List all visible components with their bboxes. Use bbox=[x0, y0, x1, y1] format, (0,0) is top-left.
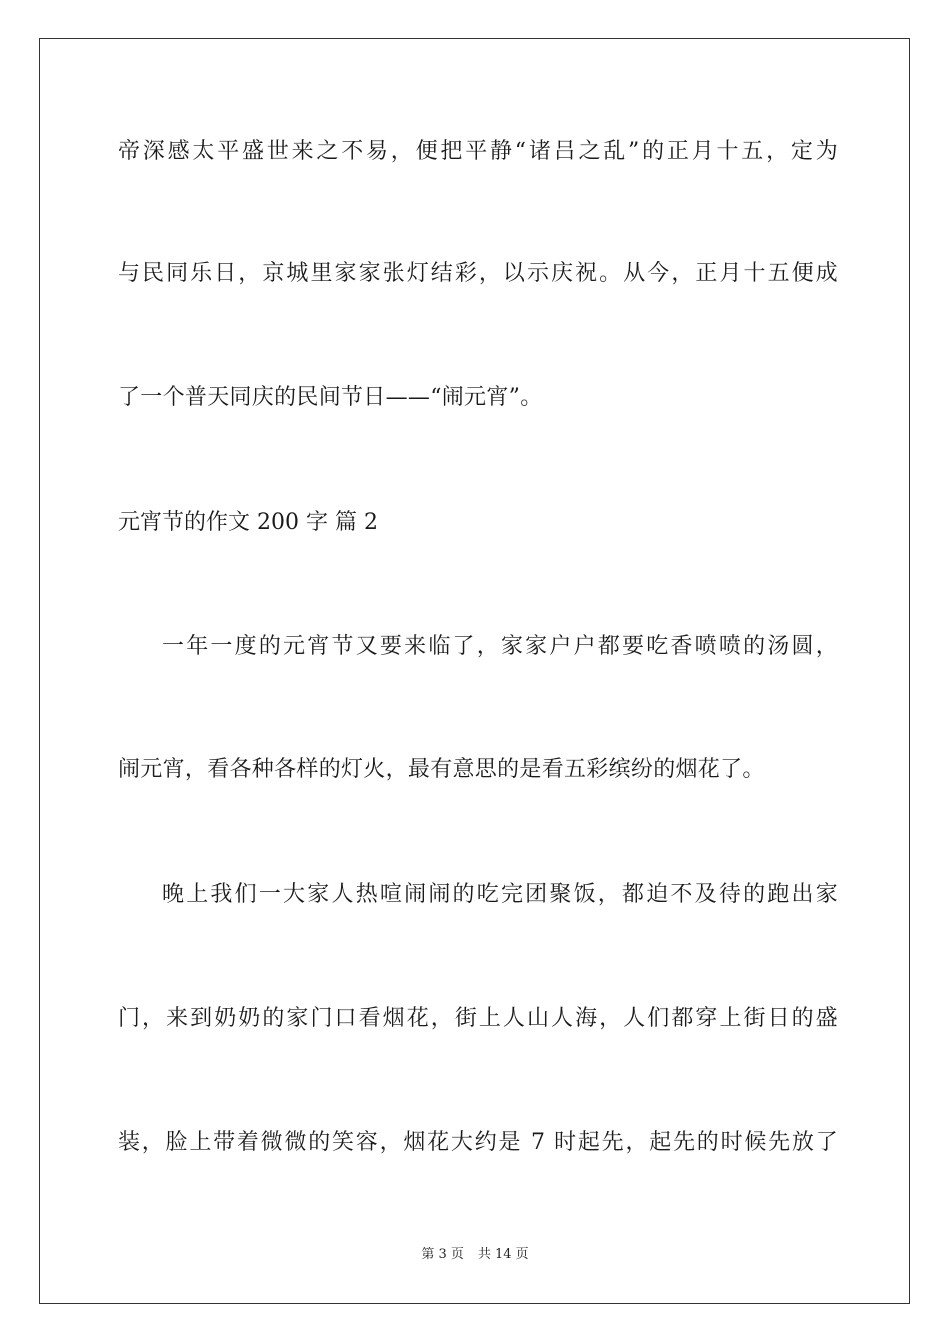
page-total: 共 14 页 bbox=[477, 1247, 529, 1262]
section-heading: 元宵节的作文 200 字 篇 2 bbox=[118, 510, 378, 535]
paragraph-1-line-2: 与民同乐日，京城里家家张灯结彩，以示庆祝。从今，正月十五便成 bbox=[118, 261, 838, 286]
paragraph-1-line-3: 了一个普天同庆的民间节日——“闹元宵”。 bbox=[118, 385, 543, 410]
page-number: 第 3 页 bbox=[421, 1247, 464, 1262]
page-border bbox=[39, 38, 910, 1304]
paragraph-3-line-1: 晚上我们一大家人热喧闹闹的吃完团聚饭，都迫不及待的跑出家 bbox=[162, 882, 838, 907]
paragraph-2-line-2: 闹元宵，看各种各样的灯火，最有意思的是看五彩缤纷的烟花了。 bbox=[118, 757, 765, 782]
page-footer bbox=[0, 1246, 950, 1264]
paragraph-3-line-2: 门，来到奶奶的家门口看烟花，街上人山人海，人们都穿上街日的盛 bbox=[118, 1006, 838, 1031]
paragraph-2-line-1: 一年一度的元宵节又要来临了，家家户户都要吃香喷喷的汤圆， bbox=[162, 634, 838, 659]
paragraph-3-line-3: 装，脸上带着微微的笑容，烟花大约是 7 时起先，起先的时候先放了 bbox=[118, 1130, 838, 1155]
paragraph-1-line-1: 帝深感太平盛世来之不易，便把平静“诸吕之乱”的正月十五，定为 bbox=[118, 139, 838, 164]
